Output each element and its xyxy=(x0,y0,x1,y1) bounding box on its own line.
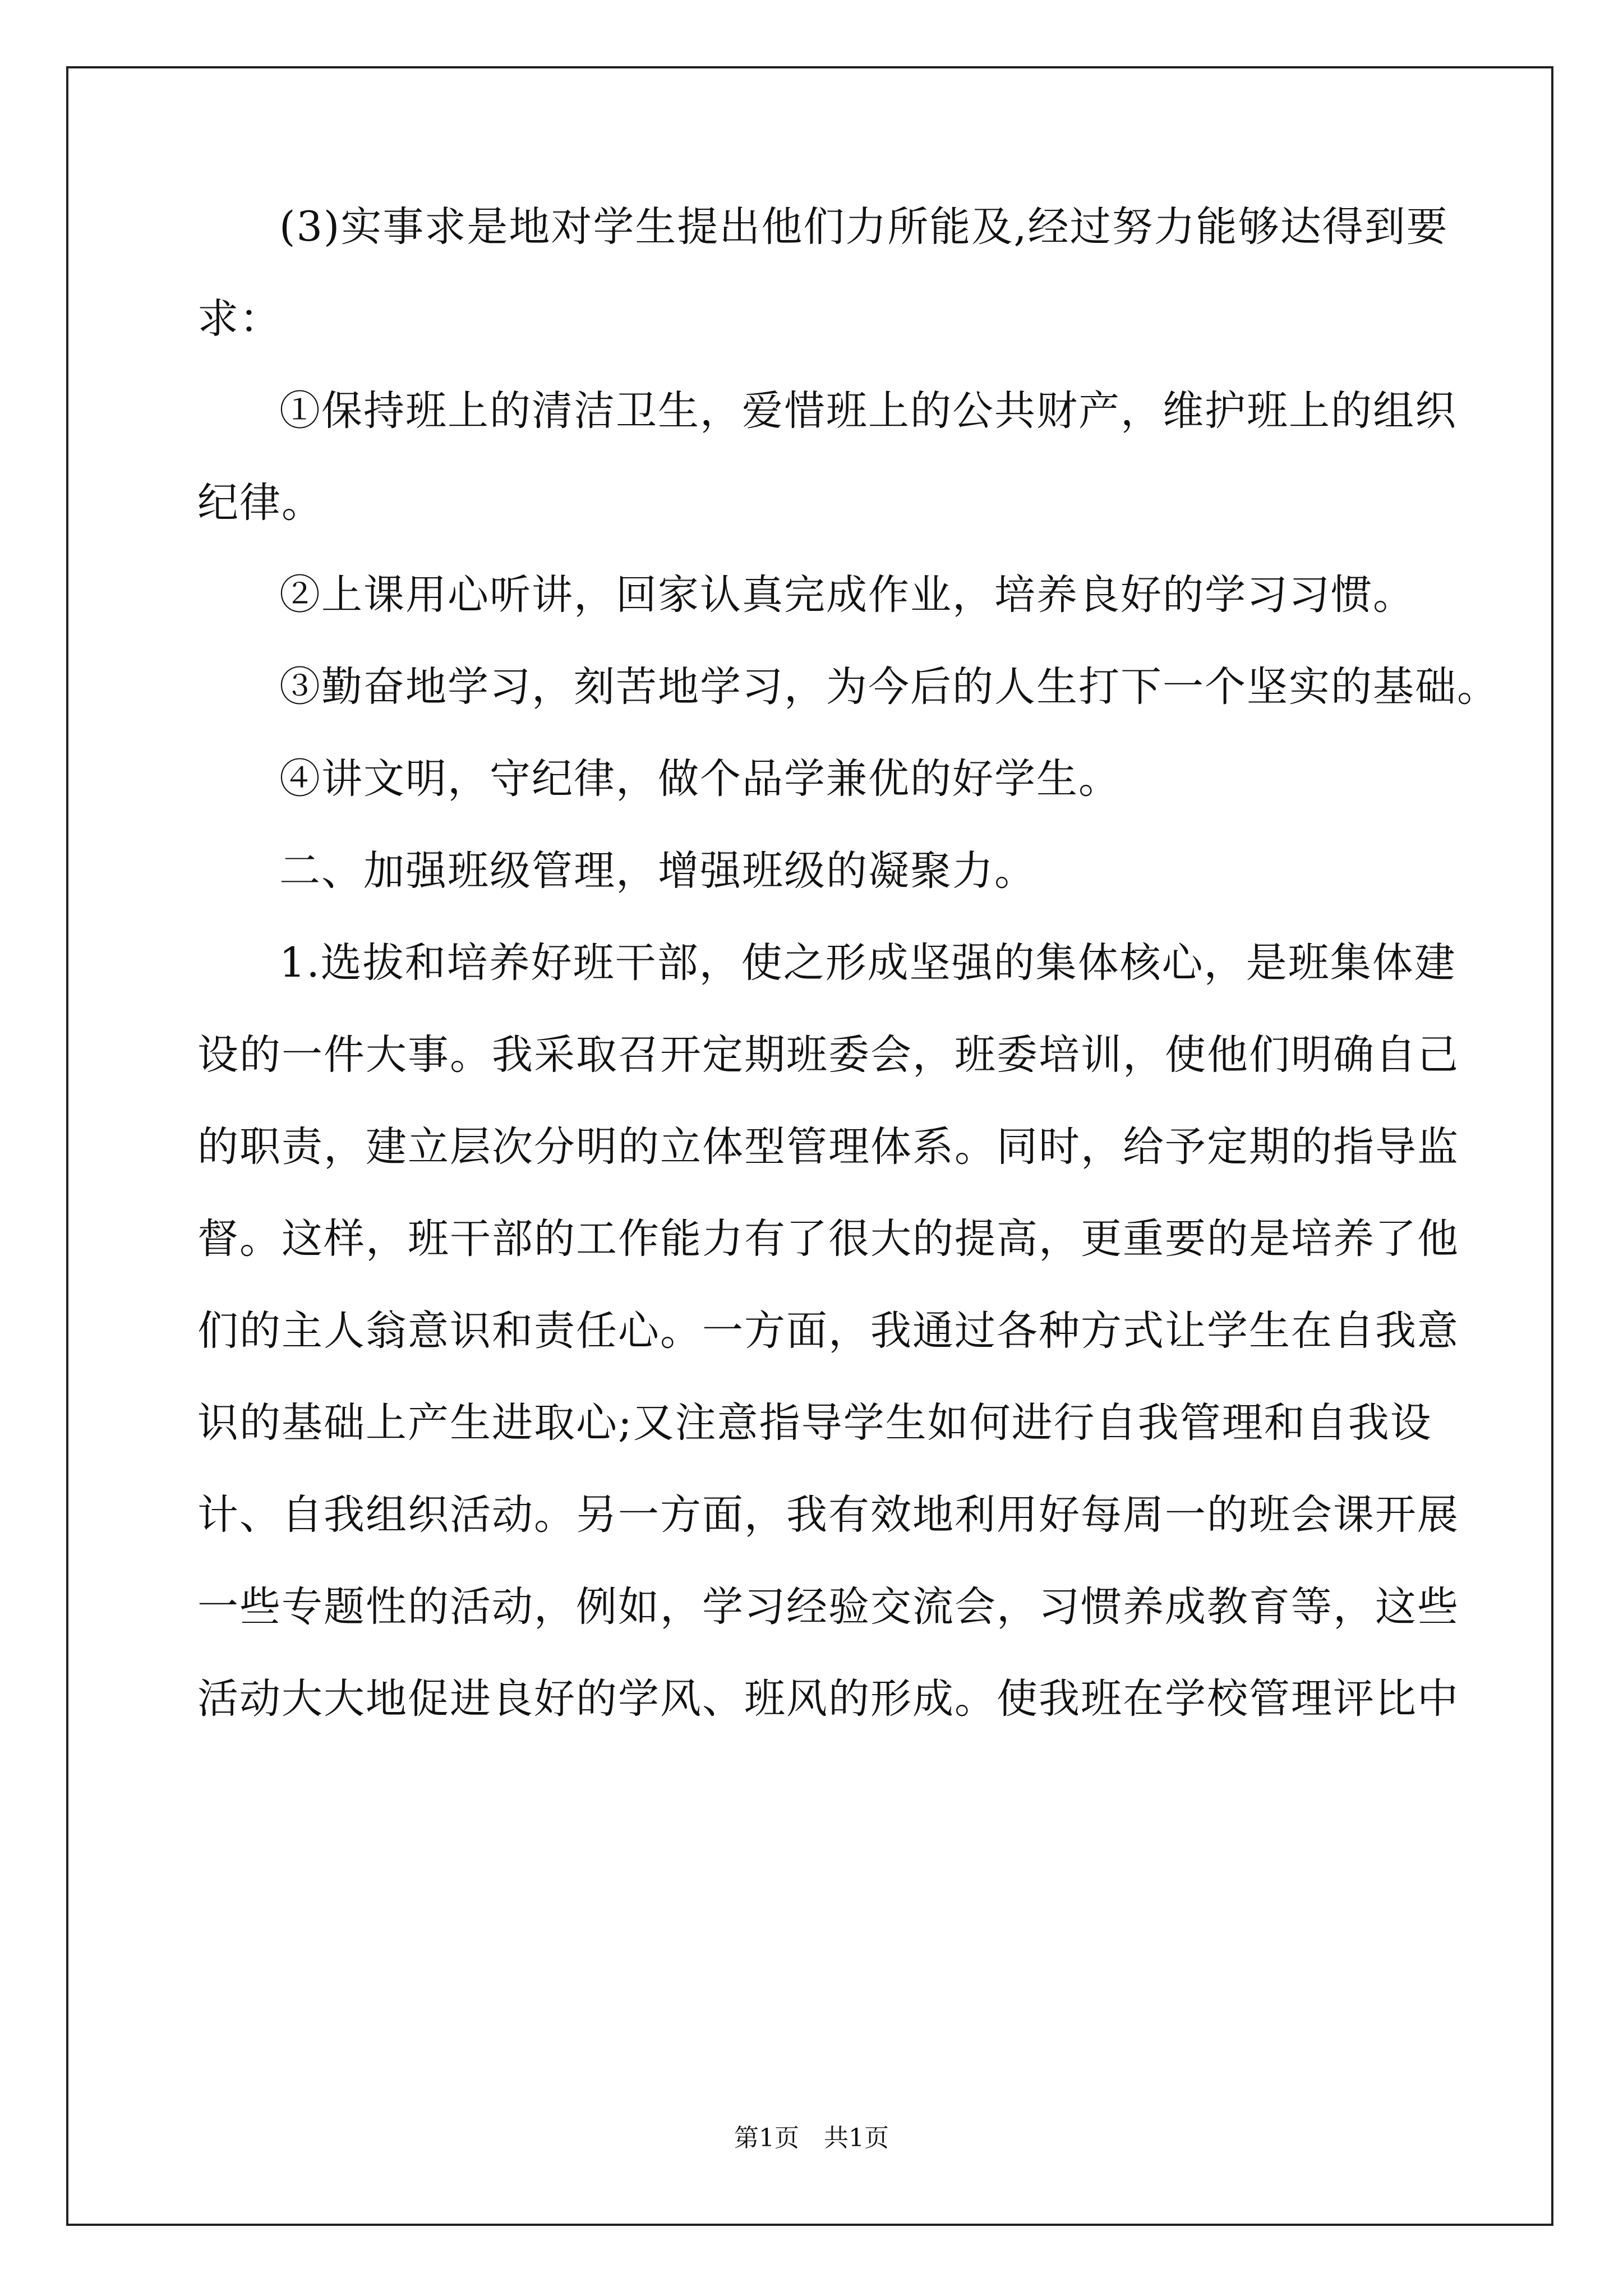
text-line: ④讲文明，守纪律，做个品学兼优的好学生。 xyxy=(279,755,1121,803)
text-line: 督。这样，班干部的工作能力有了很大的提高，更重要的是培养了他 xyxy=(197,1215,1459,1263)
text-line: 活动大大地促进良好的学风、班风的形成。使我班在学校管理评比中 xyxy=(197,1675,1459,1723)
text-line: 一些专题性的活动，例如，学习经验交流会，习惯养成教育等，这些 xyxy=(197,1583,1459,1631)
text-line: 的职责，建立层次分明的立体型管理体系。同时，给予定期的指导监 xyxy=(197,1123,1459,1171)
text-line: 求： xyxy=(197,295,282,343)
text-line: (3)实事求是地对学生提出他们力所能及,经过努力能够达得到要 xyxy=(279,203,1449,251)
text-line: 识的基础上产生进取心;又注意指导学生如何进行自我管理和自我设 xyxy=(197,1399,1432,1447)
text-line: ③勤奋地学习，刻苦地学习，为今后的人生打下一个坚实的基础。 xyxy=(279,663,1499,711)
text-line: 们的主人翁意识和责任心。一方面，我通过各种方式让学生在自我意 xyxy=(197,1307,1459,1355)
text-line: ②上课用心听讲，回家认真完成作业，培养良好的学习习惯。 xyxy=(279,571,1415,619)
text-line: 纪律。 xyxy=(197,479,324,527)
text-line: ①保持班上的清洁卫生，爱惜班上的公共财产，维护班上的组织 xyxy=(279,387,1457,435)
page-footer: 第1页 共1页 xyxy=(734,2124,889,2152)
section-heading: 二、加强班级管理，增强班级的凝聚力。 xyxy=(279,847,1036,895)
text-line: 计、自我组织活动。另一方面，我有效地利用好每周一的班会课开展 xyxy=(197,1491,1459,1539)
text-line: 设的一件大事。我采取召开定期班委会，班委培训，使他们明确自己 xyxy=(197,1031,1459,1079)
text-line: 1.选拔和培养好班干部，使之形成坚强的集体核心，是班集体建 xyxy=(279,939,1456,987)
